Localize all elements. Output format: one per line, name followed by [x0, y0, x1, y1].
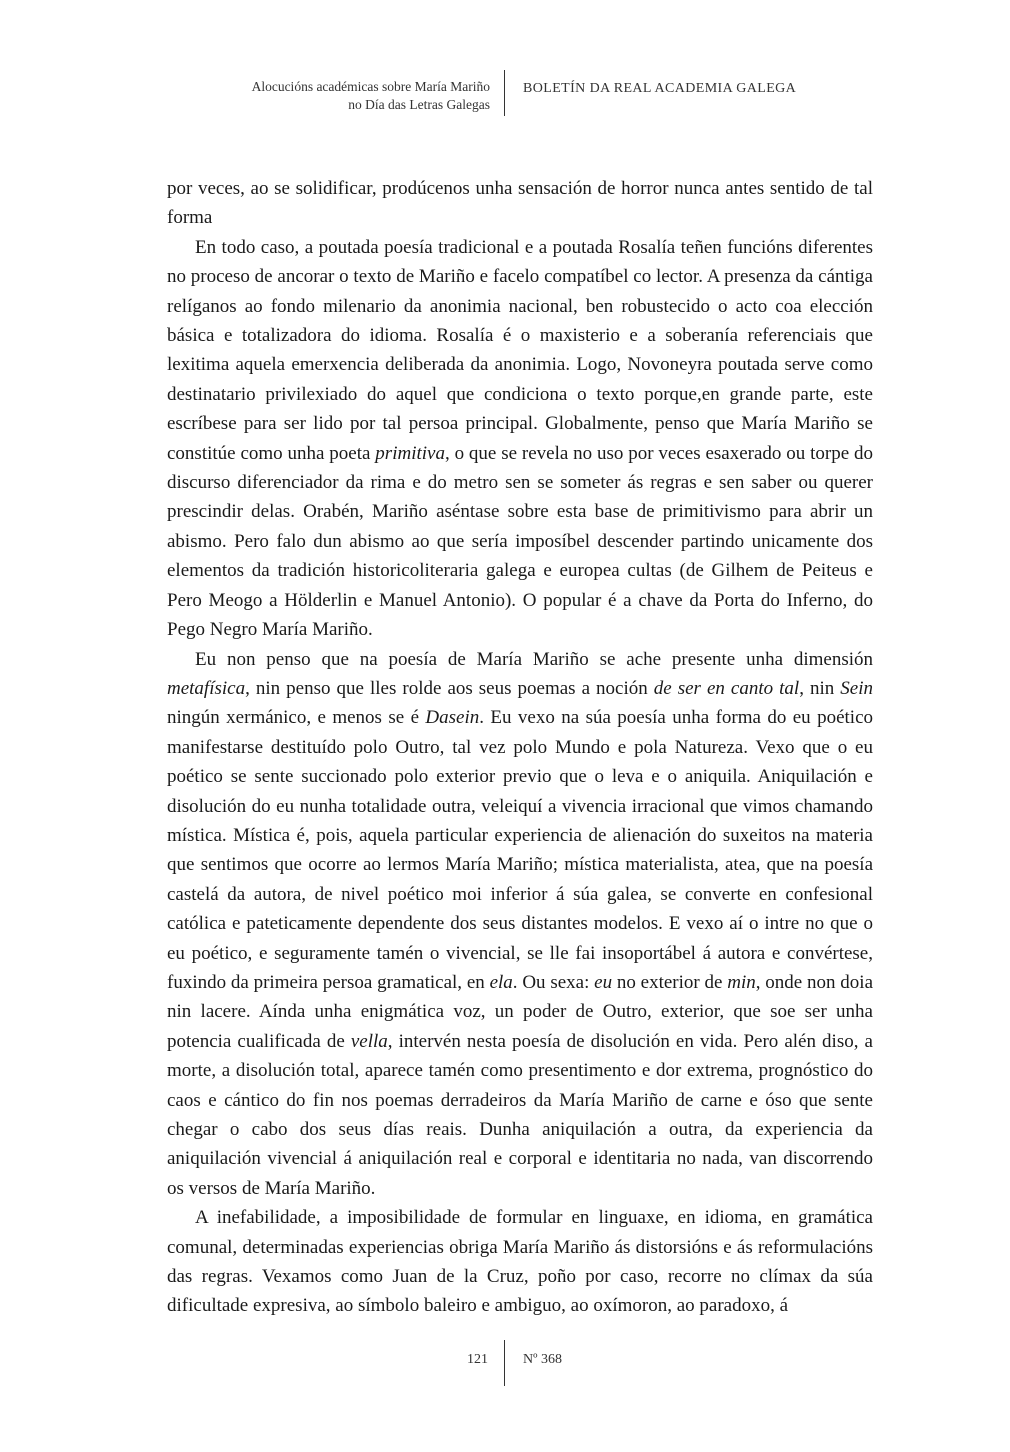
paragraph-3-emphasis-5: ela	[489, 971, 513, 993]
paragraph-3-text-b: , nin penso que lles rolde aos seus poemas a noción	[245, 677, 654, 699]
paragraph-3-emphasis-1: metafísica	[167, 677, 246, 699]
article-body	[167, 174, 873, 1321]
paragraph-3-emphasis-2: de ser en canto tal	[653, 677, 800, 699]
journal-title: BOLETÍN DA REAL ACADEMIA GALEGA	[523, 81, 797, 96]
paragraph-3	[167, 645, 873, 1204]
paragraph-1: por veces, ao se solidificar, prodúcenos unha sensación de horror nunca antes sentido de tal forma	[167, 178, 873, 229]
running-header-title	[160, 78, 490, 114]
header-line-1: Alocucións académicas sobre María Mariño	[251, 79, 490, 94]
paragraph-2-text-b: , o que se revela no uso por veces esaxerado ou torpe do discurso diferenciador da rima e do metro sen se someter ás regras e sen saber ou querer prescindir delas. Orabén, Mariño aséntase sobre esta base de primitivismo para abrir un abismo. Pero falo dun abismo ao que sería imposíbel descender partindo unicamente dos elementos da tradición historicoliteraria galega e europea cultas (de Gilhem de Peiteus e Pero Meogo a Hölderlin e Manuel Antonio). O popular é a chave da Porta do Inferno, do Pego Negro María Mariño.	[167, 442, 873, 641]
page-number: 121	[467, 1352, 488, 1367]
header-line-2: no Día das Letras Galegas	[348, 97, 490, 112]
header-divider	[504, 70, 505, 116]
paragraph-4: A inefabilidade, a imposibilidade de formular en linguaxe, en idioma, en gramática comunal, determinadas experiencias obriga María Mariño ás distorsións e ás reformulacións das regras. Vexamos como Juan de la Cruz, poño por caso, recorre no clímax da súa dificultade expresiva, ao símbolo baleiro e ambiguo, ao oxímoron, ao paradoxo, á	[167, 1207, 873, 1317]
paragraph-2-emphasis: primitiva	[375, 442, 445, 464]
paragraph-3-text-f: . Ou sexa:	[512, 971, 595, 993]
paragraph-3-emphasis-3: Sein	[840, 677, 874, 699]
paragraph-3-text-i: , intervén nesta poesía de disolución en vida. Pero alén diso, a morte, a disolución total, aparece tamén como presentimento e dor extrema, prognóstico do caos e cántico do fin nos poemas derradeiros da María Mariño de carne e óso que sente chegar o cabo dos seus días reais. Dunha aniquilación a outra, da experiencia da aniquilación vivencial á aniquilación real e corporal e identitaria no nada, van discorrendo os versos de María Mariño.	[167, 1030, 873, 1199]
paragraph-2	[167, 233, 873, 645]
paragraph-3-text-d: ningún xermánico, e menos se é	[167, 707, 426, 729]
paragraph-3-text-g: no exterior de	[612, 971, 728, 993]
paragraph-3-emphasis-8: vella	[350, 1030, 388, 1052]
paragraph-3-text-c: , nin	[799, 677, 841, 699]
paragraph-3-text-e: . Eu vexo na súa poesía unha forma do eu poético manifestarse destituído polo Outro, tal vez polo Mundo e pola Natureza. Vexo que o eu poético se sente succionado polo exterior previo que o leva e o aniquila. Aniquilación e disolución do eu nunha totalidade outra, veleiquí a vivencia irracional que vimos chamando mística. Mística é, pois, aquela particular experiencia de alienación do suxeitos na materia que sentimos que ocorre ao lermos María Mariño; mística materialista, atea, que na poesía castelá da autora, de nivel poético moi inferior á súa galea, se converte en confesional católica e pateticamente dependente dos seus distantes modelos. E vexo aí o intre no que o eu poético, e seguramente tamén o vivencial, se lle fai insoportábel á autora e convértese, fuxindo da primeira persoa gramatical, en	[167, 707, 873, 993]
paragraph-3-text-a: Eu non penso que na poesía de María Mariño se ache presente unha dimensión	[195, 648, 873, 670]
paragraph-3-text-h: , onde non doia nin lacere. Aínda unha enigmática voz, un poder de Outro, exterior, que soe ser unha potencia cualificada de	[167, 971, 874, 1052]
paragraph-3-emphasis-7: min	[727, 971, 756, 993]
paragraph-2-text-a: En todo caso, a poutada poesía tradicional e a poutada Rosalía teñen funcións diferentes no proceso de ancorar o texto de Mariño e facelo compatíbel co lector. A presenza da cántiga relíganos ao fondo milenario da anonimia nacional, ben robustecido o acto coa elección básica e totalizadora do idioma. Rosalía é o maxisterio e a soberanía referenciais que lexitima aquela emerxencia deliberada da anonimia. Logo, Novoneyra poutada serve como destinatario privilexiado do aquel que condiciona o texto porque,en grande parte, este escríbese para ser lido por tal persoa principal. Globalmente, penso que María Mariño se constitúe como unha poeta	[167, 236, 873, 464]
paragraph-3-emphasis-4: Dasein	[425, 707, 480, 729]
footer-divider	[504, 1340, 505, 1386]
paragraph-3-emphasis-6: eu	[594, 971, 613, 993]
issue-number: Nº 368	[523, 1352, 562, 1367]
